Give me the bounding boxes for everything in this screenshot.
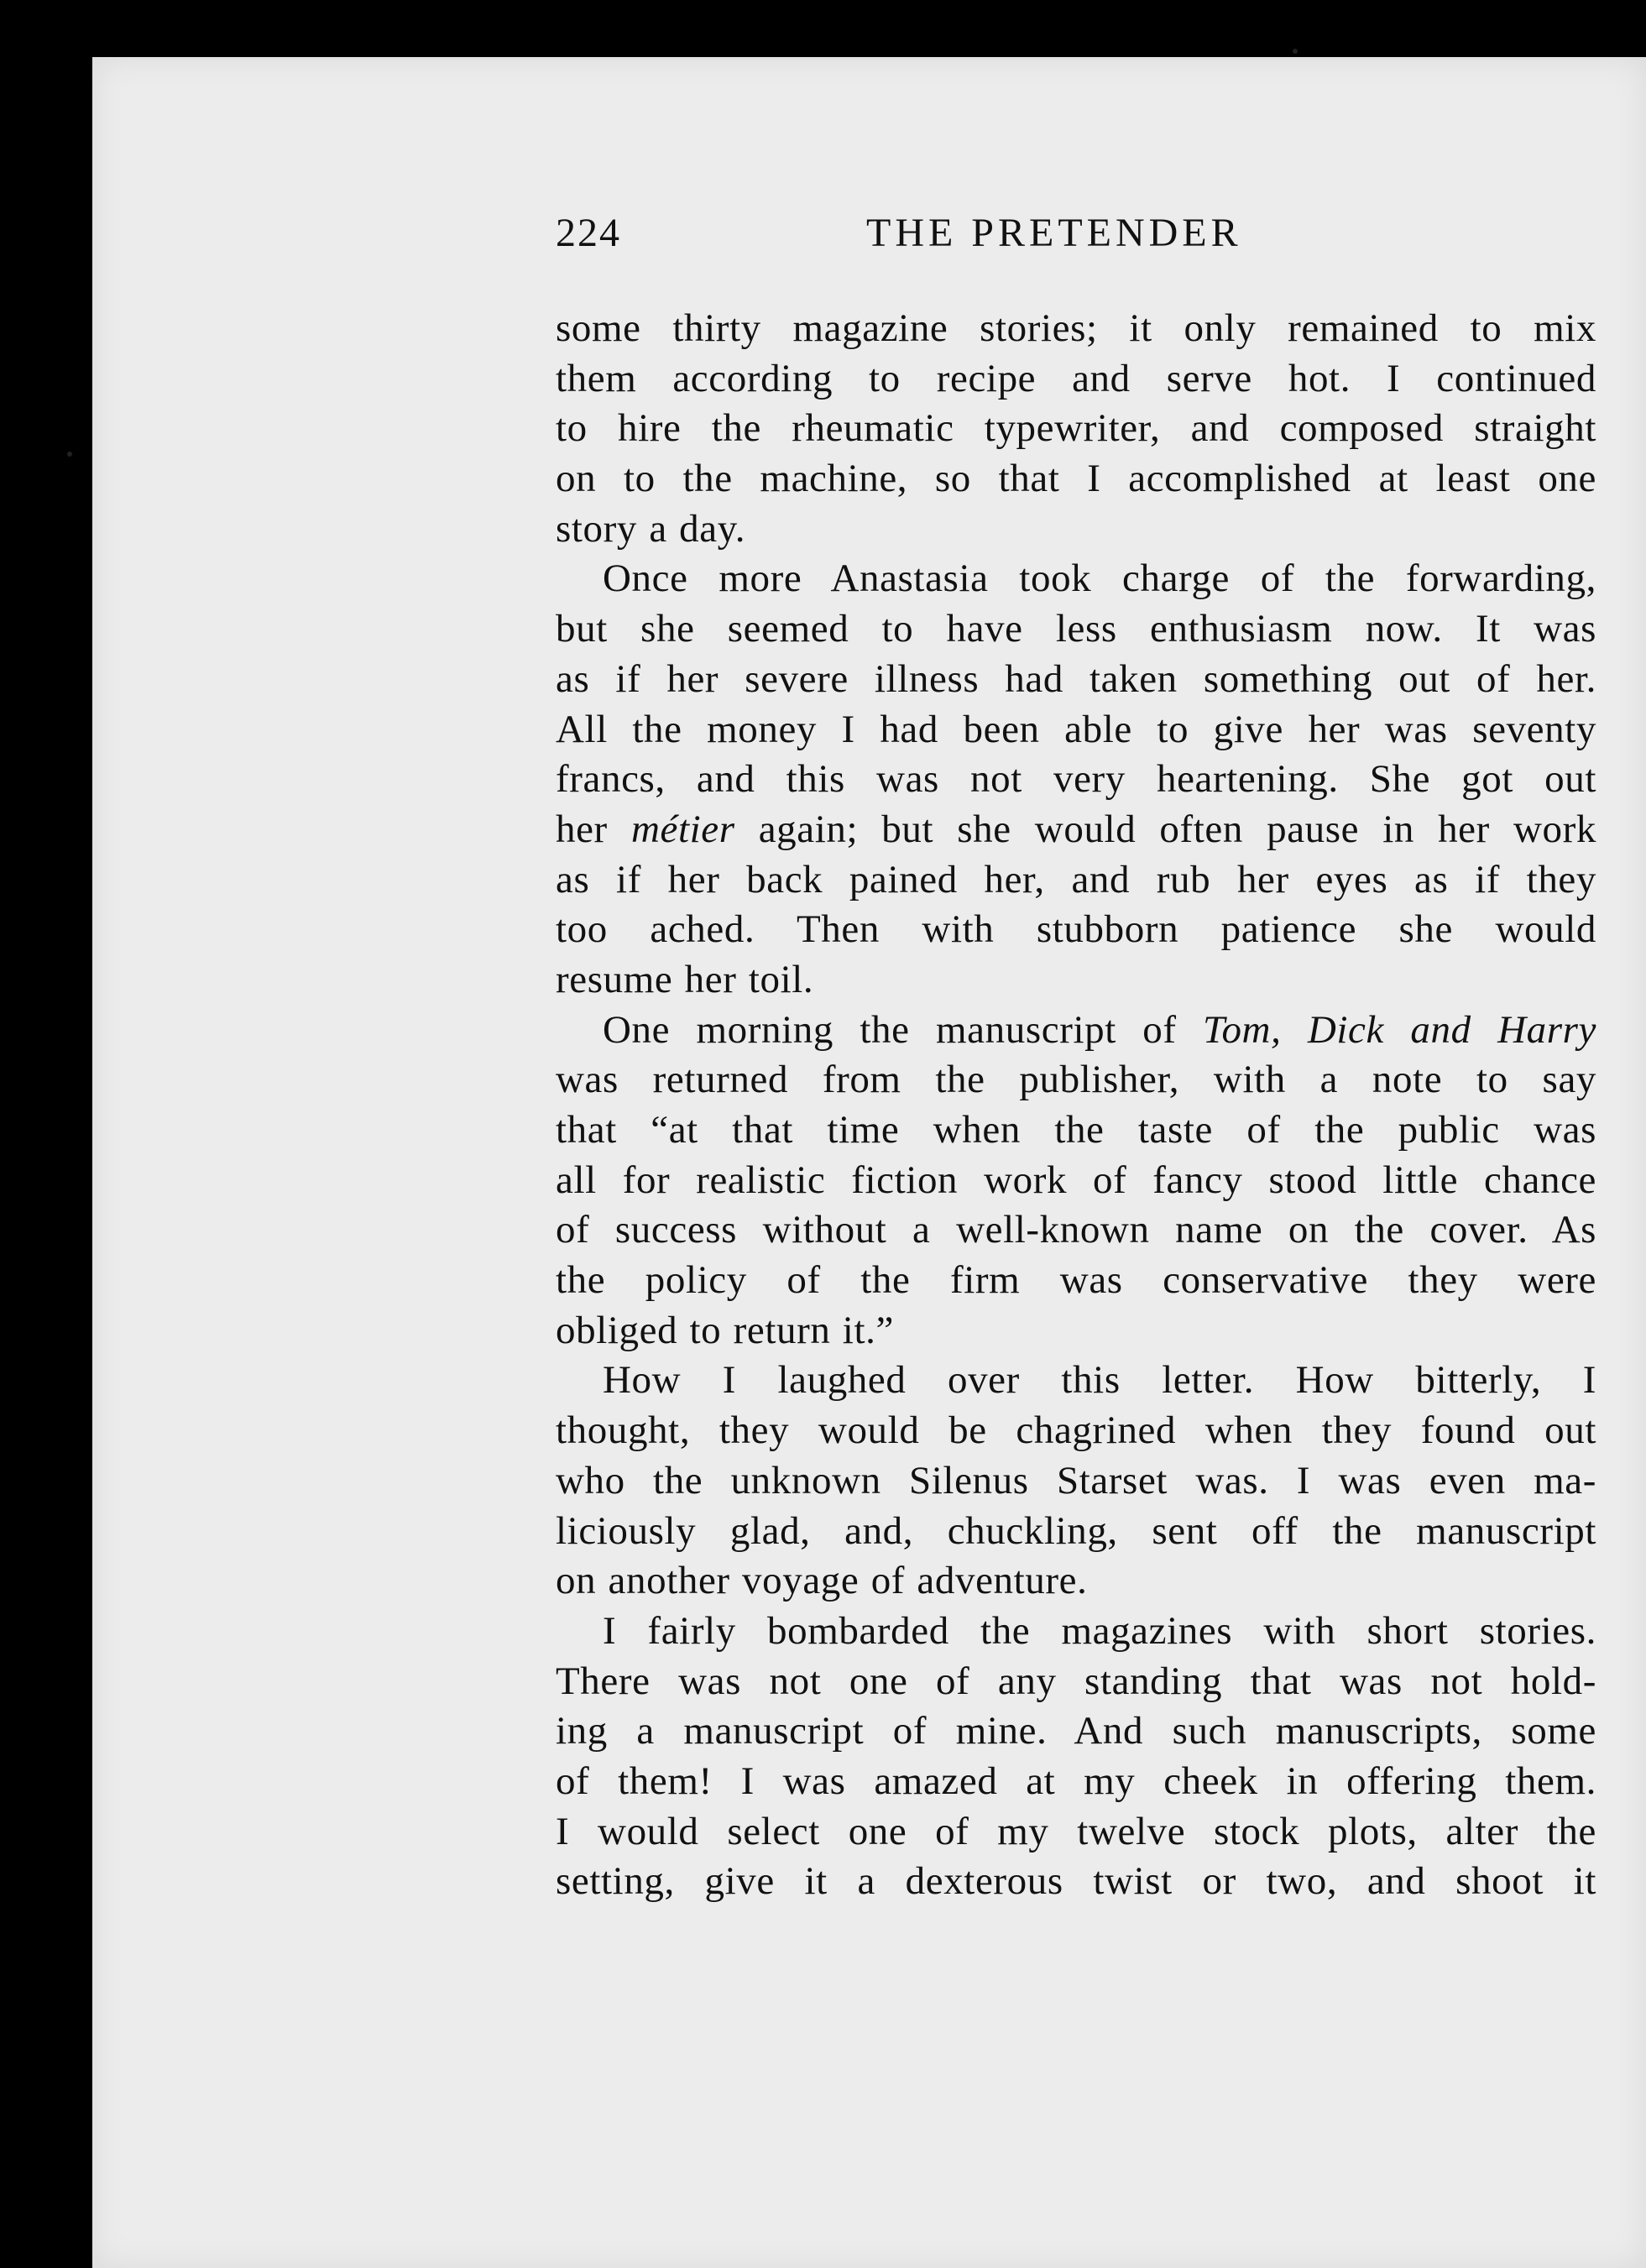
scan-speck [67, 452, 72, 457]
text-line: liciously glad, and, chuckling, sent off the manuscript [556, 1508, 1596, 1553]
text-line: resume her toil. [556, 957, 814, 1001]
italic-phrase: Tom, Dick and Harry [1203, 1007, 1596, 1052]
text-line: as if her severe illness had taken something out of her. [556, 656, 1596, 701]
body-text [556, 304, 1596, 1907]
text-line: was returned from the publisher, with a note to say [556, 1058, 1596, 1102]
italic-phrase: métier [630, 807, 735, 851]
text-line: I would select one of my twelve stock plots, alter the [556, 1809, 1596, 1853]
text-line: obliged to return it.” [556, 1308, 894, 1352]
text-line: all for realistic fiction work of fancy stood little chance [556, 1158, 1596, 1202]
running-title: THE PRETENDER [866, 211, 1242, 255]
text-line: francs, and this was not very heartening. She got out [556, 757, 1596, 802]
text-run: again; but she would often pause in her work [734, 807, 1596, 851]
text-line: that “at that time when the taste of the public was [556, 1108, 1596, 1152]
text-line: story a day. [556, 506, 746, 551]
text-line: them according to recipe and serve hot. I continued [556, 356, 1596, 400]
text-line: some thirty magazine stories; it only remained to mix [556, 306, 1596, 350]
text-line: There was not one of any standing that was not hold- [556, 1659, 1596, 1703]
text-line: Once more Anastasia took charge of the forwarding, [603, 557, 1596, 601]
text-line: on another voyage of adventure. [556, 1559, 1088, 1603]
text-line: thought, they would be chagrined when they found out [556, 1408, 1596, 1453]
text-line: but she seemed to have less enthusiasm now. It was [556, 607, 1596, 651]
page-number: 224 [556, 211, 621, 255]
text-line: to hire the rheumatic typewriter, and composed straight [556, 406, 1596, 451]
scan-border [0, 0, 1646, 59]
running-head [556, 210, 1596, 269]
text-line: All the money I had been able to give her was seventy [556, 707, 1596, 751]
text-line: of success without a well-known name on the cover. As [556, 1208, 1596, 1252]
text-line: the policy of the firm was conservative they were [556, 1258, 1596, 1303]
text-line: ing a manuscript of mine. And such manuscripts, some [556, 1709, 1596, 1753]
text-line: of them! I was amazed at my cheek in offering them. [556, 1758, 1596, 1803]
text-line: too ached. Then with stubborn patience she would [556, 907, 1596, 952]
text-run: One morning the manuscript of [603, 1007, 1204, 1052]
text-line [556, 805, 1596, 855]
text-line: How I laughed over this letter. How bitterly, I [603, 1358, 1596, 1403]
text-line: as if her back pained her, and rub her eyes as if they [556, 857, 1596, 901]
text-run: her [556, 807, 631, 851]
text-line [556, 1006, 1596, 1056]
scan-speck [1293, 49, 1298, 54]
text-line: on to the machine, so that I accomplished at least one [556, 457, 1596, 501]
text-line: who the unknown Silenus Starset was. I was even ma- [556, 1458, 1596, 1502]
text-line: I fairly bombarded the magazines with short stories. [603, 1608, 1596, 1653]
text-line: setting, give it a dexterous twist or two, and shoot it [556, 1859, 1596, 1904]
